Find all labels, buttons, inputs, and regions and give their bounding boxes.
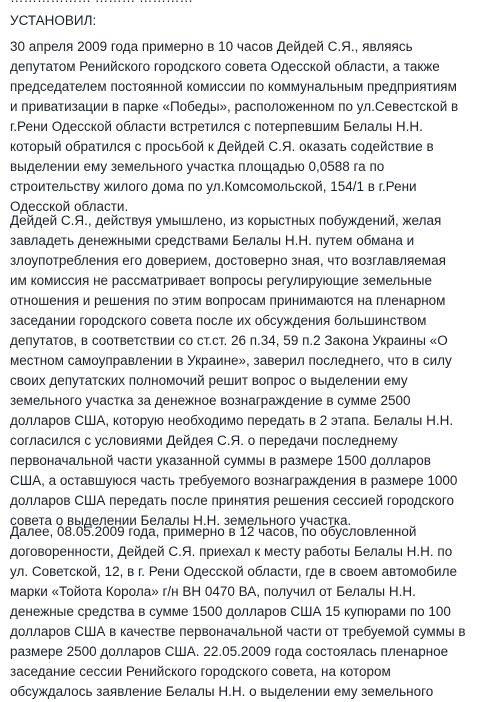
cut-off-top-line — [10, 0, 495, 8]
paragraph-3: Далее, 08.05.2009 года, примерно в 12 часов, по обусловленной договоренности, Дейдей С.Я. приехал к месту работы Белалы Н.Н. по ул. Советской, 12, в г. Рени Одесской области, где в своем автомобиле марки «Тойота Королa» г/н ВН 0470 ВА, получил от Белалы Н.Н. денежные средства в сумме 1500 долларов США 15 купюрами по 100 долларов США в качестве первоначальной части от требуемой суммы в размере 2500 долларов США. 22.05.2009 года состоялась пленарное заседание сессии Ренийского городского совета, на котором обсуждалось заявление Белалы Н.Н. о выделении ему земельного — [10, 524, 466, 699]
paragraph-1: 30 апреля 2009 года примерно в 10 часов Дейдей С.Я., являясь депутатом Ренийского городского совета Одесской области, а также председателем постоянной комиссии по коммунальным предприятиям и приватизации в парке «Победы», расположенном по ул.Севестской в г.Рени Одесской области встретился с потерпевшим Белалы Н.Н. который обратился с просьбой к Дейдей С.Я. оказать содействие в выделении ему земельного участка площадью 0,0588 га по строительству жилого дома по ул.Комсомольской, 154/1 в г.Рени Одесской области. — [10, 39, 459, 214]
document-heading: УСТАНОВИЛ: — [10, 13, 97, 28]
paragraph-2: Дейдей С.Я., действуя умышлено, из корыстных побуждений, желая завладеть денежными средствами Белалы Н.Н. путем обмана и злоупотребления его доверием, достоверно зная, что возглавляемая им комиссия не рассматривает вопросы регулирующие земельные отношения и решения по этим вопросам принимаются на пленарном заседании городского совета после их обсуждения большинством депутатов, в соответствии со ст.ст. 26 п.34, 59 п.2 Закона Украины «О местном самоуправлении в Украине», заверил последнего, что в силу своих депутатских полномочий решит вопрос о выделении ему земельного участка за денежное вознаграждение в сумме 2500 долларов США, которую необходимо передать в 2 этапа. Белалы Н.Н. согласился с условиями Дейдея С.Я. о передачи последнему первоначальной части указанной суммы в размере 1500 долларов США, а оставшуюся часть требуемого вознаграждения в размере 1000 долларов США передать после принятия решения сессией городского совета о выделении Белалы Н.Н. земельного участка. — [10, 213, 458, 528]
